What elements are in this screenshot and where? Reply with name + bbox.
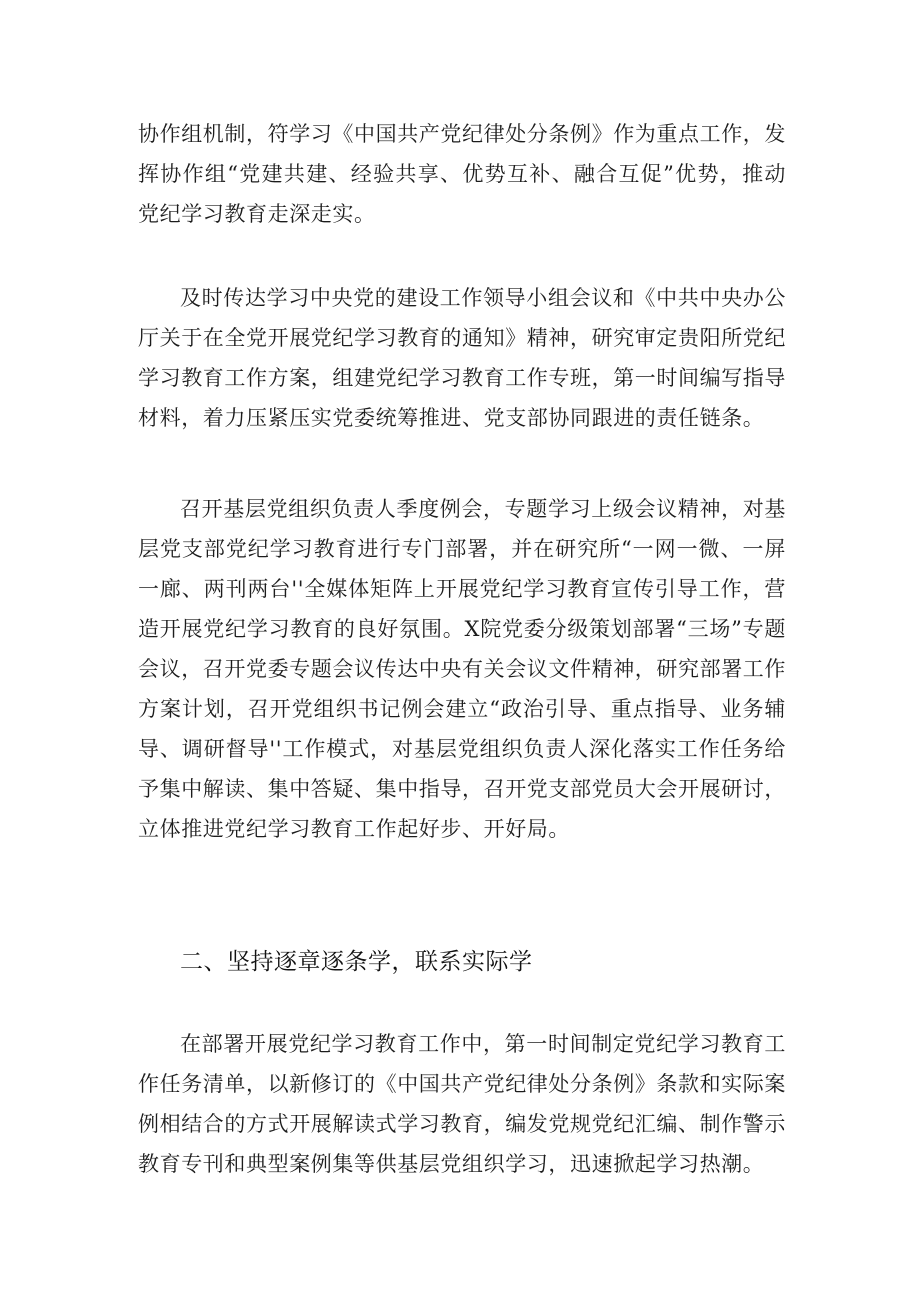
paragraph-timely-study: 及时传达学习中央党的建设工作领导小组会议和《中共中央办公厅关于在全党开展党纪学习教育的通知》精神，研究审定贵阳所党纪学习教育工作方案，组建党纪学习教育工作专班，第一时间编写指导材料，着力压紧压实党委统筹推进、党支部协同跟进的责任链条。 bbox=[138, 286, 786, 430]
paragraph-task-list: 在部署开展党纪学习教育工作中，第一时间制定党纪学习教育工作任务清单，以新修订的《中国共产党纪律处分条例》条款和实际案例相结合的方式开展解读式学习教育，编发党规党纪汇编、制作警示教育专刊和典型案例集等供基层党组织学习，迅速掀起学习热潮。 bbox=[138, 1032, 786, 1176]
paragraph-quarterly-meeting: 召开基层党组织负责人季度例会，专题学习上级会议精神，对基层党支部党纪学习教育进行专门部署，并在研究所“一网一微、一屏一廊、两刊两台''全媒体矩阵上开展党纪学习教育宣传引导工作，营造开展党纪学习教育的良好氛围。X院党委分级策划部署“三场”专题会议，召开党委专题会议传达中央有关会议文件精神，研究部署工作方案计划，召开党组织书记例会建立“政治引导、重点指导、业务辅导、调研督导''工作模式，对基层党组织负责人深化落实工作任务给予集中解读、集中答疑、集中指导，召开党支部党员大会开展研讨，立体推进党纪学习教育工作起好步、开好局。 bbox=[138, 497, 786, 841]
paragraph-collaboration-mechanism: 协作组机制，符学习《中国共产党纪律处分条例》作为重点工作，发挥协作组“党建共建、经验共享、优势互补、融合互促”优势，推动党纪学习教育走深走实。 bbox=[138, 122, 786, 226]
section-heading-two: 二、坚持逐章逐条学，联系实际学 bbox=[180, 949, 533, 975]
